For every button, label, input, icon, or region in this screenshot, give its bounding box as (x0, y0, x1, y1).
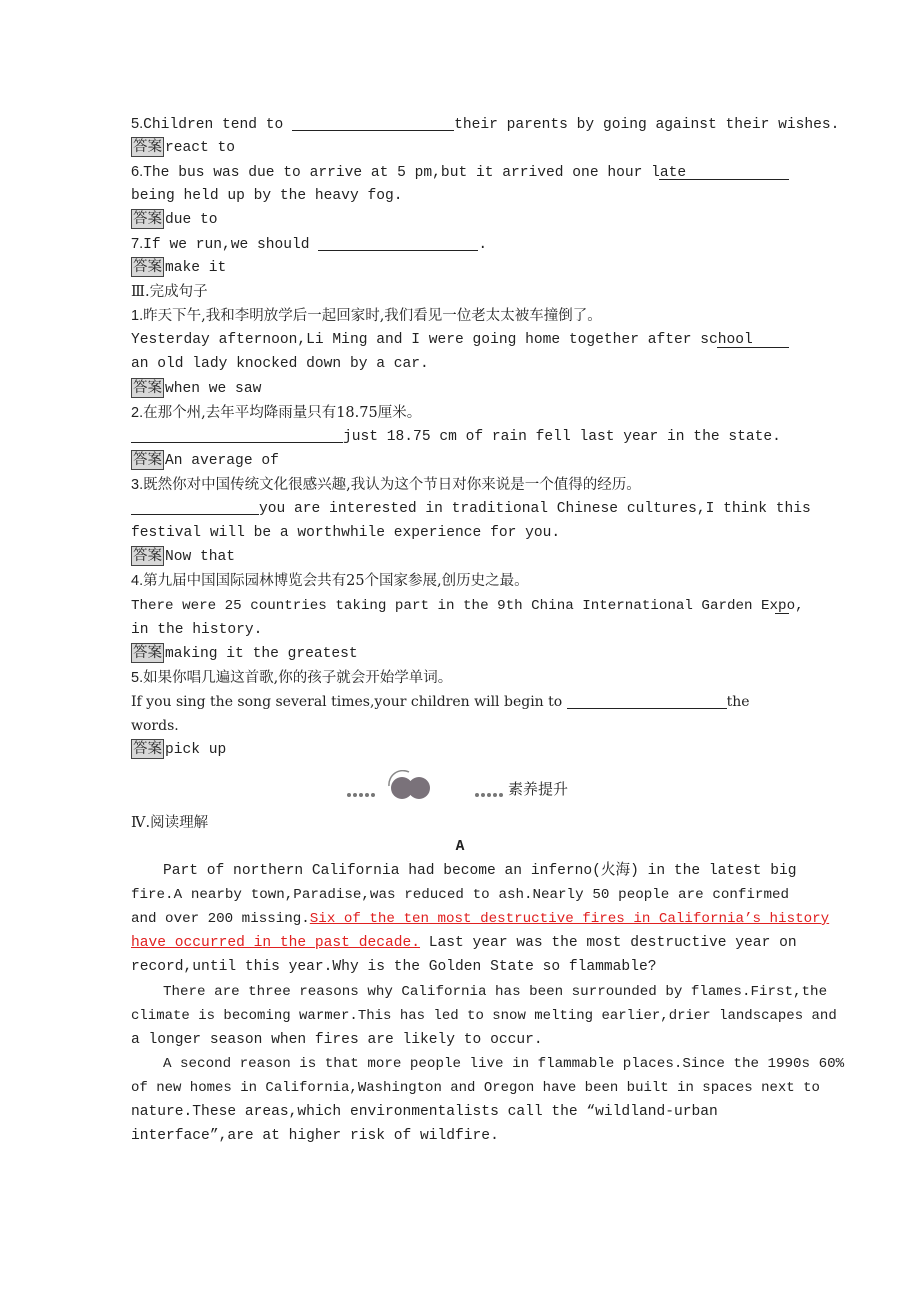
question-en: There were 25 countries taking part in the 9th China International Garden Expo, (131, 598, 804, 614)
answer-line: 答案 making it the greatest (133, 645, 358, 662)
passage-line: interface”,are at higher risk of wildfire. (131, 1128, 499, 1144)
passage-line: record,until this year.Why is the Golden State so flammable? (131, 959, 657, 975)
question-cn: 3.既然你对中国传统文化很感兴趣,我认为这个节日对你来说是一个值得的经历。 (131, 477, 641, 493)
section-divider (345, 770, 585, 804)
passage-line: There are three reasons why California has been surrounded by flames.First,the (163, 984, 828, 1000)
answer-blank (131, 498, 259, 515)
answer-badge: 答案 (133, 259, 162, 275)
question-cn: 4.第九届中国国际园林博览会共有25个国家参展,创历史之最。 (131, 573, 529, 589)
question-en: words. (131, 718, 179, 734)
passage-line: fire.A nearby town,Paradise,was reduced to ash.Nearly 50 people are confirmed (131, 887, 789, 903)
answer-line: 答案 pick up (133, 741, 227, 758)
passage-line: climate is becoming warmer.This has led to snow melting earlier,drier landscapes and (131, 1008, 837, 1024)
answer-blank (567, 692, 727, 709)
passage-line: and over 200 missing.Six of the ten most destructive fires in California’s history (131, 911, 830, 927)
answer-badge: 答案 (133, 211, 162, 227)
question-5: 5.Children tend to their parents by going against their wishes. (131, 116, 840, 133)
answer-badge: 答案 (133, 380, 162, 396)
dots-decoration (347, 785, 377, 789)
answer-line: 答案 Now that (133, 548, 236, 565)
section-title: Ⅲ.完成句子 (131, 284, 208, 300)
question-en: If you sing the song several times,your children will begin to the (131, 694, 750, 710)
question-en: Yesterday afternoon,Li Ming and I were going home together after school (131, 328, 789, 352)
answer-blank (717, 331, 789, 348)
answer-blank (131, 426, 343, 443)
highlighted-sentence: have occurred in the past decade. (131, 935, 421, 951)
answer-blank (775, 597, 789, 614)
answer-blank (292, 114, 454, 131)
passage-line: have occurred in the past decade. Last year was the most destructive year on (131, 935, 797, 951)
passage-line: A second reason is that more people live in flammable places.Since the 1990s 60% (163, 1056, 845, 1072)
circles-decoration (385, 770, 437, 804)
passage-line: of new homes in California,Washington and Oregon have been built in spaces next to (131, 1080, 820, 1096)
question-en: you are interested in traditional Chinese cultures,I think this (131, 497, 789, 521)
answer-badge: 答案 (133, 548, 162, 564)
question-cn: 2.在那个州,去年平均降雨量只有18.75厘米。 (131, 405, 422, 421)
question-cn: 1.昨天下午,我和李明放学后一起回家时,我们看见一位老太太被车撞倒了。 (131, 308, 602, 324)
passage-line: Part of northern California had become an inferno(火海) in the latest big (163, 863, 797, 879)
question-cn: 5.如果你唱几遍这首歌,你的孩子就会开始学单词。 (131, 670, 453, 686)
question-en: just 18.75 cm of rain fell last year in the state. (131, 425, 789, 449)
question-en: in the history. (131, 622, 263, 638)
question-line: being held up by the heavy fog. (131, 188, 403, 204)
passage-line: nature.These areas,which environmentalists call the “wildland-urban (131, 1104, 718, 1120)
answer-blank (318, 234, 478, 251)
answer-line: 答案 when we saw (133, 380, 262, 397)
question-7: 7.If we run,we should . (131, 236, 488, 253)
question-6: 6.The bus was due to arrive at 5 pm,but it arrived one hour late (131, 160, 789, 184)
answer-line: 答案 make it (133, 259, 227, 276)
divider-label: 素养提升 (508, 780, 569, 798)
passage-heading: A (455, 839, 465, 855)
answer-badge: 答案 (133, 741, 162, 757)
passage-line: a longer season when fires are likely to occur. (131, 1032, 543, 1048)
answer-blank (659, 163, 789, 180)
answer-line: 答案 due to (133, 211, 218, 228)
dots-decoration (475, 785, 505, 789)
highlighted-sentence: Six of the ten most destructive fires in California’s history (309, 911, 830, 927)
answer-badge: 答案 (133, 452, 162, 468)
section-title: Ⅳ.阅读理解 (131, 815, 209, 831)
answer-badge: 答案 (133, 139, 162, 155)
answer-badge: 答案 (133, 645, 162, 661)
question-en: festival will be a worthwhile experience for you. (131, 525, 561, 541)
answer-line: 答案 react to (133, 139, 236, 156)
answer-line: 答案 An average of (133, 452, 279, 469)
question-en: an old lady knocked down by a car. (131, 356, 429, 372)
